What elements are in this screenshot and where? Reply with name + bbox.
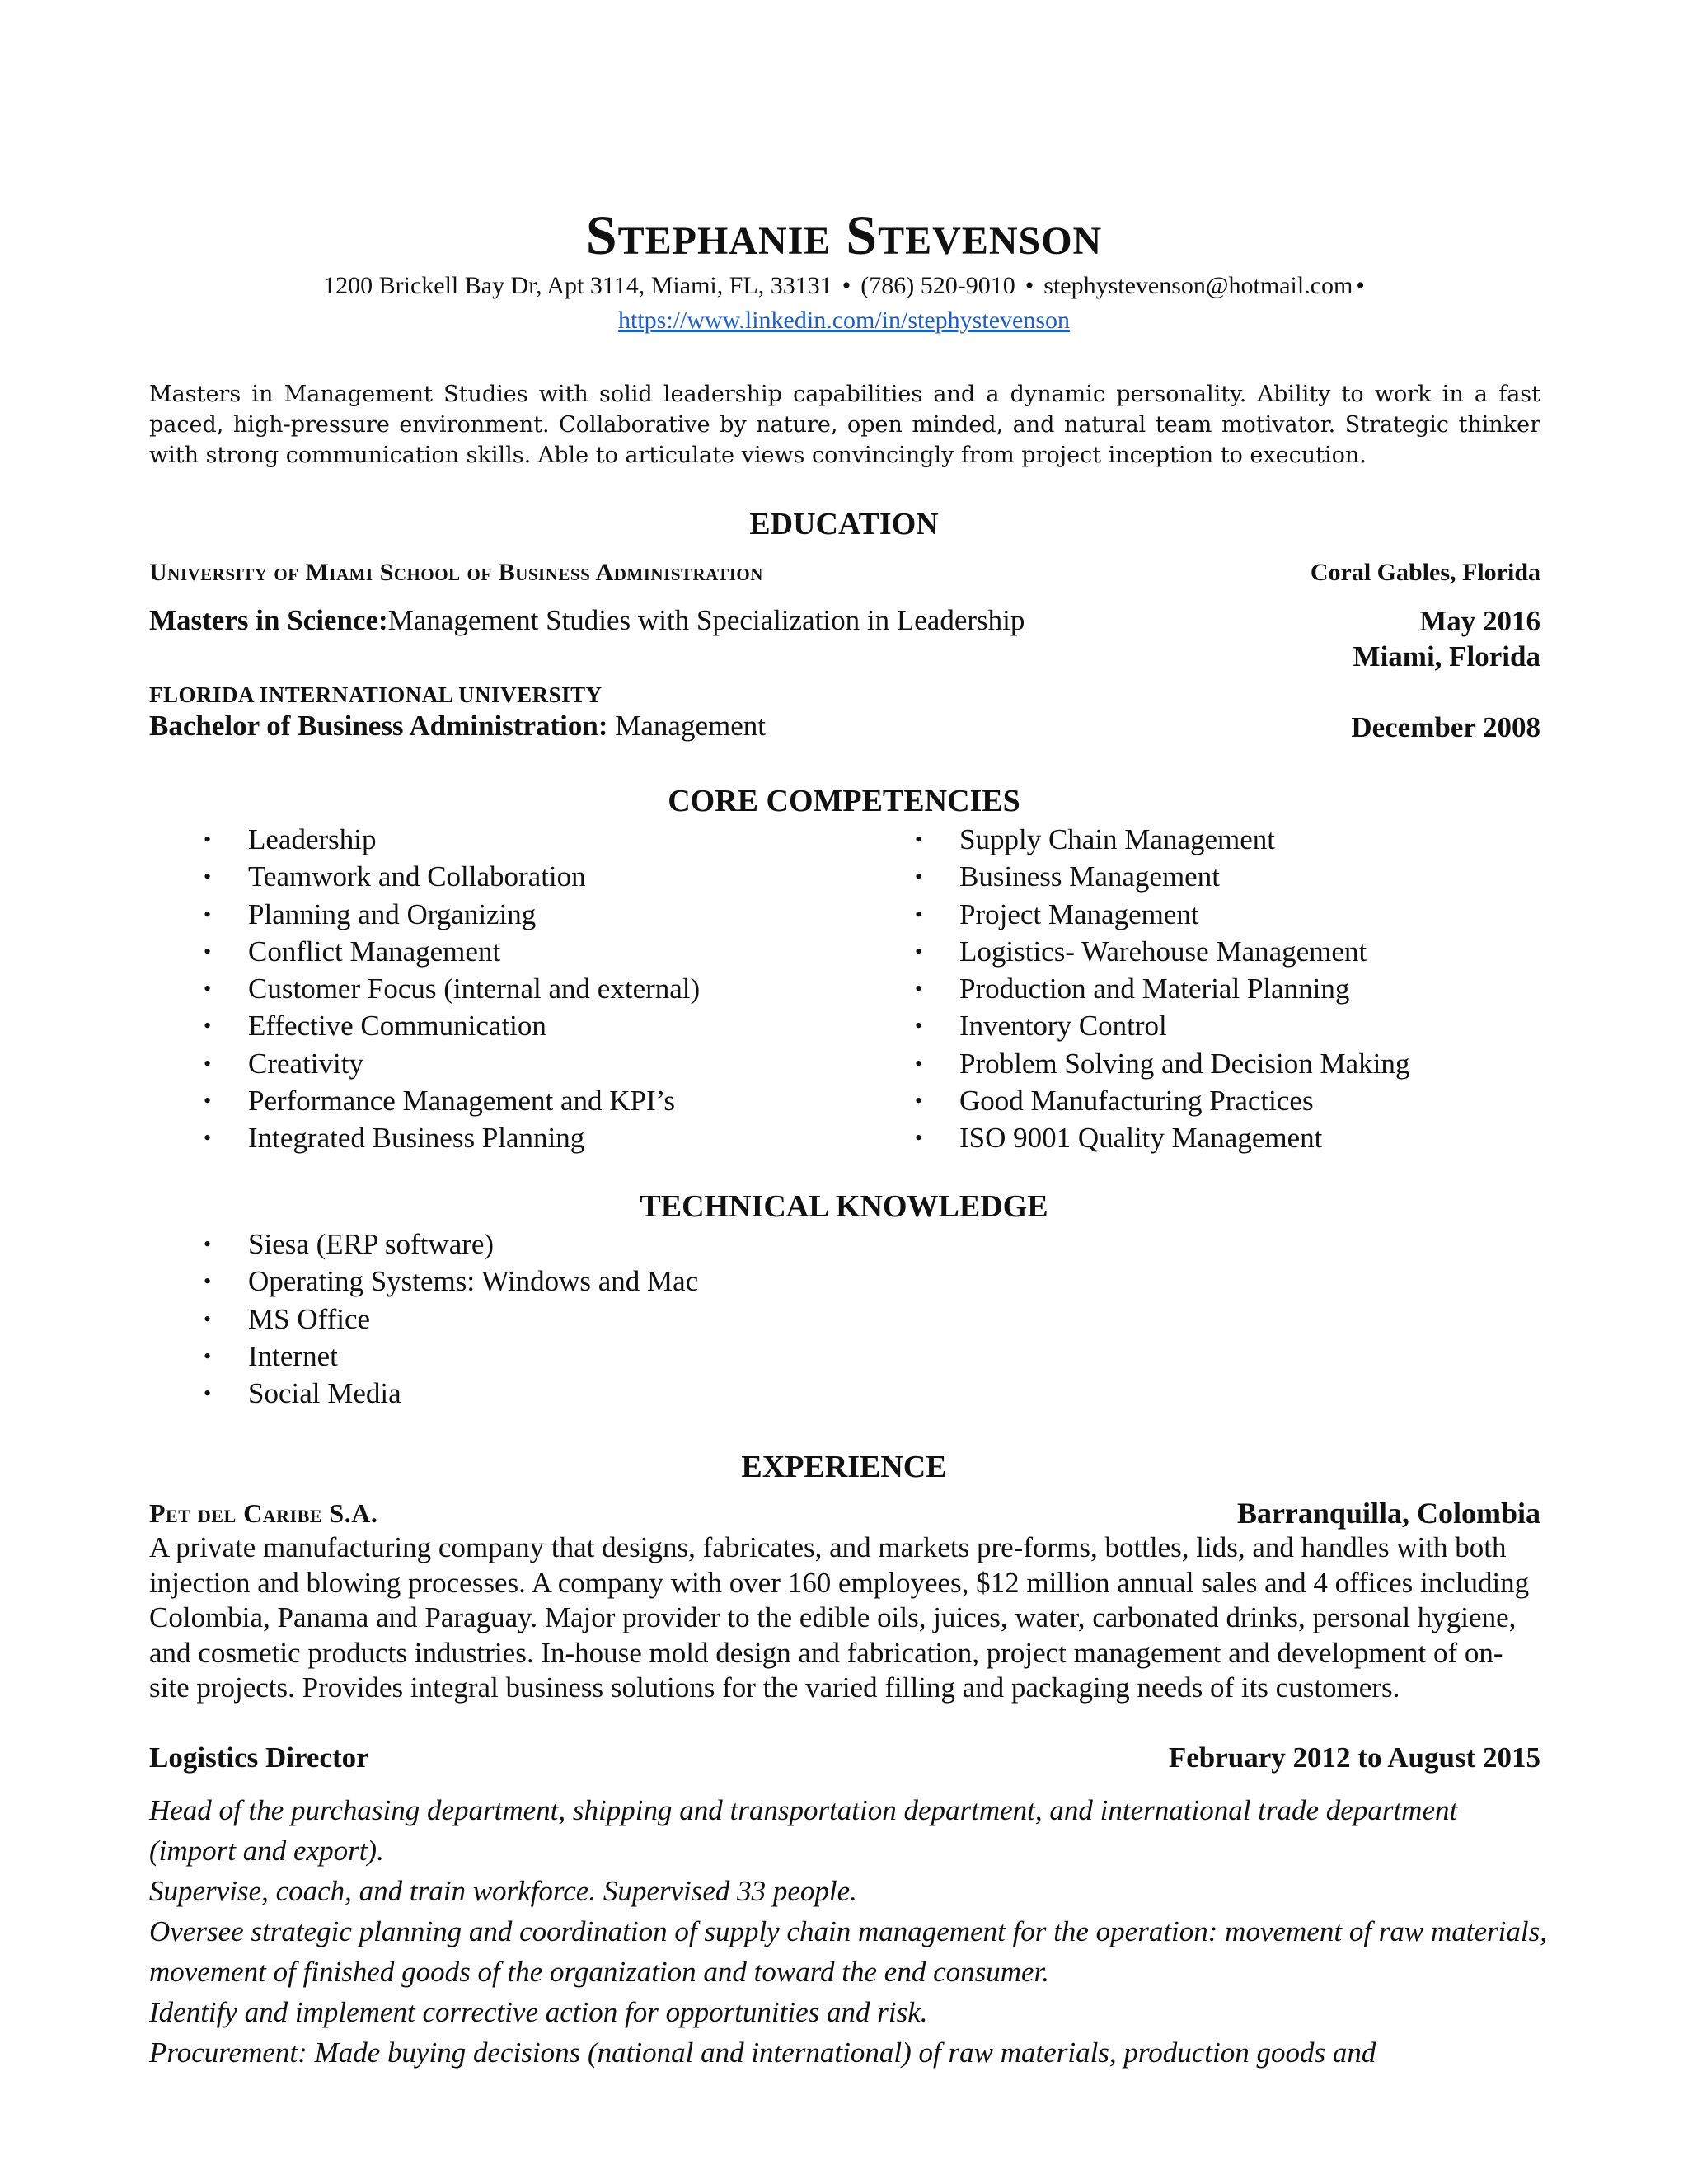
list-item: • Effective Communication	[204, 1007, 700, 1044]
bullet: •	[915, 939, 923, 963]
job-title: Logistics Director	[149, 1741, 369, 1774]
bullet: •	[204, 977, 212, 1001]
technical-list	[204, 1226, 698, 1412]
list-item: • Creativity	[204, 1045, 700, 1082]
bullet: •	[204, 902, 212, 926]
list-item: • Project Management	[915, 896, 1409, 933]
contact-line	[0, 272, 1688, 300]
company-name: Pet del Caribe S.A.	[149, 1498, 378, 1528]
address: 1200 Brickell Bay Dr, Apt 3114, Miami, FL, 33131	[323, 272, 832, 299]
linkedin-link[interactable]: https://www.linkedin.com/in/stephystevenson	[617, 307, 1070, 334]
list-item: • Logistics- Warehouse Management	[915, 933, 1409, 970]
list-item: • Supply Chain Management	[915, 821, 1409, 858]
bullet: •	[204, 1089, 212, 1113]
school-location: Miami, Florida	[1353, 640, 1540, 673]
school-location: Coral Gables, Florida	[1310, 559, 1540, 586]
bullet: •	[204, 1381, 212, 1406]
list-item: • Internet	[204, 1338, 698, 1375]
degree-detail: Management	[607, 710, 766, 742]
school-name: University of Miami School of Business Administration	[149, 559, 763, 586]
candidate-name: Stephanie Stevenson	[585, 204, 1103, 266]
duty-item: Oversee strategic planning and coordination of supply chain management for the operation: movement of raw materials, movement of finished goods of the organization and toward the end consumer.	[149, 1915, 1547, 1988]
list-item: • Inventory Control	[915, 1007, 1409, 1044]
degree-date: December 2008	[1351, 711, 1540, 743]
bullet: •	[204, 1343, 212, 1368]
technical-heading: TECHNICAL KNOWLEDGE	[640, 1189, 1048, 1224]
bullet: •	[204, 1306, 212, 1331]
bullet: •	[204, 827, 212, 851]
list-item: • Performance Management and KPI’s	[204, 1082, 700, 1119]
degree-detail: Management Studies with Specialization in Leadership	[387, 604, 1025, 636]
bullet: •	[915, 977, 923, 1001]
email: stephystevenson@hotmail.com	[1043, 272, 1353, 299]
list-item: • Social Media	[204, 1375, 698, 1412]
degree-label: Masters in Science:	[149, 604, 388, 636]
list-item: • Customer Focus (internal and external)	[204, 970, 700, 1007]
separator-bullet: •	[842, 272, 851, 299]
duty-item: Head of the purchasing department, shipping and transportation department, and international trade department (import and export).	[149, 1794, 1458, 1867]
competencies-heading: CORE COMPETENCIES	[668, 784, 1020, 818]
list-item: • Teamwork and Collaboration	[204, 858, 700, 895]
company-location: Barranquilla, Colombia	[1236, 1497, 1540, 1530]
list-item: • Good Manufacturing Practices	[915, 1082, 1409, 1119]
list-item: • Planning and Organizing	[204, 896, 700, 933]
bullet: •	[915, 1089, 923, 1113]
list-item: • Siesa (ERP software)	[204, 1226, 698, 1263]
bullet: •	[915, 1051, 923, 1076]
list-item: • Production and Material Planning	[915, 970, 1409, 1007]
list-item: • Operating Systems: Windows and Mac	[204, 1263, 698, 1300]
bullet: •	[204, 865, 212, 889]
bullet: •	[204, 1014, 212, 1038]
bullet: •	[204, 1232, 212, 1256]
job-dates: February 2012 to August 2015	[1168, 1741, 1540, 1774]
professional-summary: Masters in Management Studies with solid leadership capabilities and a dynamic personality. Ability to work in a fast paced, high-pressure environment. Collaborative by nature, open minded, and natural team motivator. Strategic thinker with strong communication skills. Able to articulate views convincingly from project inception to execution.	[149, 382, 1540, 468]
list-item: • Conflict Management	[204, 933, 700, 970]
company-description: A private manufacturing company that designs, fabricates, and markets pre-forms, bottles, lids, and handles with both injection and blowing processes. A company with over 160 employees, $12 million annual sales and 4 offices including Colombia, Panama and Paraguay. Major provider to the edible oils, juices, water, carbonated drinks, personal hygiene, and cosmetic products industries. In-house mold design and fabrication, project management and development of on-site projects. Provides integral business solutions for the varied filling and packaging needs of its customers.	[149, 1531, 1530, 1704]
degree-date: May 2016	[1419, 605, 1540, 637]
bullet: •	[915, 865, 923, 889]
degree-line	[149, 604, 1025, 637]
bullet: •	[915, 1014, 923, 1038]
school-name: FLORIDA INTERNATIONAL UNIVERSITY	[149, 682, 603, 707]
bullet: •	[204, 1051, 212, 1076]
bullet: •	[204, 1269, 212, 1294]
bullet: •	[915, 827, 923, 851]
duty-item: Identify and implement corrective action for opportunities and risk.	[149, 1996, 928, 2028]
duty-item: Procurement: Made buying decisions (national and international) of raw materials, production goods and	[149, 2036, 1376, 2069]
list-item: • Business Management	[915, 858, 1409, 895]
education-heading: EDUCATION	[749, 507, 939, 541]
competencies-right-list	[915, 821, 1409, 1157]
bullet: •	[915, 902, 923, 926]
list-item: • ISO 9001 Quality Management	[915, 1119, 1409, 1156]
list-item: • Leadership	[204, 821, 700, 858]
experience-heading: EXPERIENCE	[741, 1450, 947, 1484]
list-item: • MS Office	[204, 1301, 698, 1338]
job-duties	[149, 1790, 1550, 2073]
bullet: •	[204, 1126, 212, 1151]
separator-bullet: •	[1356, 272, 1365, 299]
competencies-left-list	[204, 821, 700, 1157]
separator-bullet: •	[1025, 272, 1034, 299]
linkedin-line	[0, 307, 1688, 335]
list-item: • Integrated Business Planning	[204, 1119, 700, 1156]
degree-label: Bachelor of Business Administration:	[149, 710, 608, 742]
degree-line	[149, 710, 766, 743]
phone: (786) 520-9010	[860, 272, 1015, 299]
duty-item: Supervise, coach, and train workforce. Supervised 33 people.	[149, 1875, 857, 1907]
list-item: • Problem Solving and Decision Making	[915, 1045, 1409, 1082]
bullet: •	[204, 939, 212, 963]
bullet: •	[915, 1126, 923, 1151]
